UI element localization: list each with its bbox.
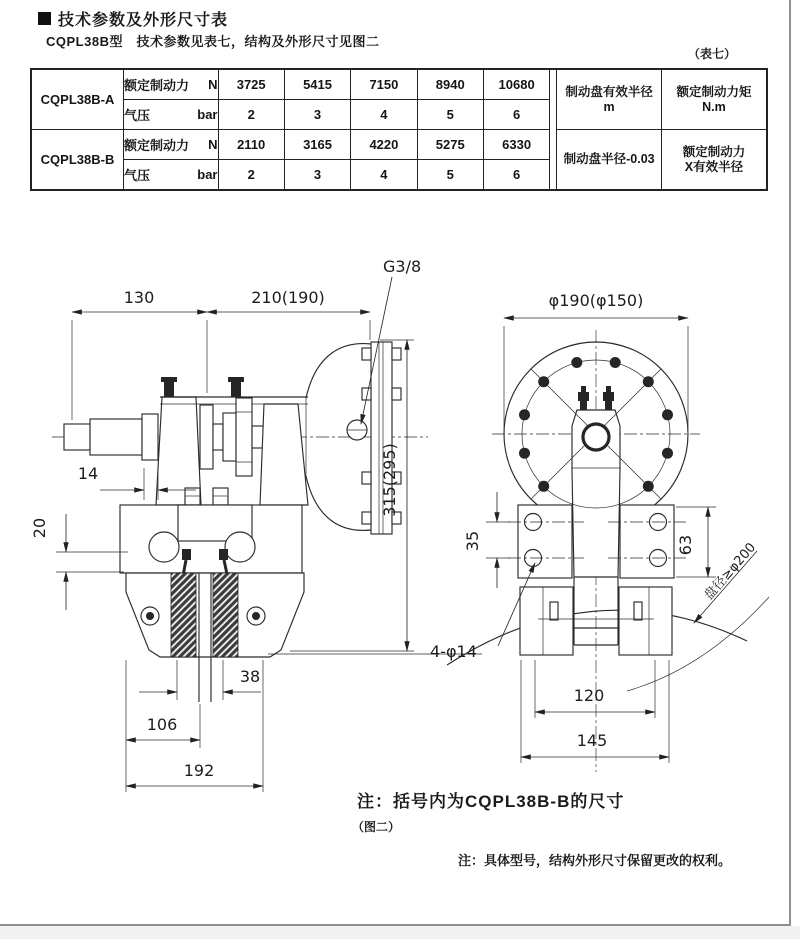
note-bracket-sizes: 注：括号内为CQPL38B-B的尺寸 xyxy=(357,792,625,811)
cell-force-b-4: 6330 xyxy=(483,130,549,160)
brake-pad xyxy=(213,573,238,657)
dim-holes-label: 4-φ14 xyxy=(430,642,477,661)
dim-diameter-label: φ190(φ150) xyxy=(548,291,644,310)
adjuster-right xyxy=(225,532,255,562)
cell-force-label-a: 额定制动力 N xyxy=(124,69,219,100)
cell-force-a-0: 3725 xyxy=(218,69,284,100)
dim-145-label: 145 xyxy=(576,731,608,750)
pad-front-left xyxy=(520,587,573,655)
cell-pressure-b-0: 2 xyxy=(218,160,284,191)
cell-force-a-4: 10680 xyxy=(483,69,549,100)
dim-315-label: 315(295) xyxy=(380,443,399,517)
cell-model-a: CQPL38B-A xyxy=(31,69,124,130)
cell-pressure-a-3: 5 xyxy=(417,100,483,130)
cell-pressure-b-4: 6 xyxy=(483,160,549,191)
dim-14-label: 14 xyxy=(77,464,99,483)
cell-torque-b: 额定制动力 X有效半径 xyxy=(661,130,767,191)
cell-pressure-a-1: 3 xyxy=(284,100,350,130)
cell-force-a-3: 8940 xyxy=(417,69,483,100)
dim-port-label: G3/8 xyxy=(383,257,422,276)
cell-radius-b: 制动盘半径-0.03 xyxy=(557,130,662,191)
brake-pad xyxy=(171,573,196,657)
note-rights-reserved: 注：具体型号，结构外形尺寸保留更改的权利。 xyxy=(458,853,732,868)
cell-force-b-0: 2110 xyxy=(218,130,284,160)
chamber-outline xyxy=(306,344,371,398)
disc-arc xyxy=(447,610,747,665)
page-subtitle: CQPL38B型 技术参数见表七，结构及外形尺寸见图二 xyxy=(46,34,380,49)
side-view-drawing xyxy=(30,257,482,792)
pad-front-right xyxy=(619,587,672,655)
right-support xyxy=(260,404,308,505)
shaft-collar xyxy=(142,414,158,460)
shaft-end xyxy=(64,424,90,450)
cell-radius-a: 制动盘有效半径 m xyxy=(557,69,662,130)
cell-pressure-b-1: 3 xyxy=(284,160,350,191)
dim-38-label: 38 xyxy=(239,667,261,686)
page-outside-strip xyxy=(0,926,800,939)
cell-force-label-b: 额定制动力 N xyxy=(124,130,219,160)
page-edge-right xyxy=(789,0,791,926)
dim-35-label: 35 xyxy=(463,530,482,552)
dim-20-label: 20 xyxy=(30,517,49,539)
dim-130-label: 130 xyxy=(123,288,155,307)
hub-disc xyxy=(200,405,213,469)
figure-number-tag: （图二） xyxy=(352,820,401,834)
top-bolt xyxy=(164,381,174,397)
cell-pressure-b-3: 5 xyxy=(417,160,483,191)
cell-force-a-1: 5415 xyxy=(284,69,350,100)
flange-disc xyxy=(236,398,252,476)
cell-pressure-label-b: 气压 bar xyxy=(124,160,219,191)
mount-plate-right xyxy=(620,505,674,578)
front-view-drawing xyxy=(430,291,769,772)
pivot-hub xyxy=(583,424,609,450)
cell-force-b-2: 4220 xyxy=(351,130,417,160)
table-number-tag: （表七） xyxy=(688,47,737,61)
disc-note-label: 盘径≥φ200 xyxy=(701,540,760,604)
page-title-text: 技术参数及外形尺寸表 xyxy=(58,12,229,29)
cell-pressure-a-4: 6 xyxy=(483,100,549,130)
dim-106-label: 106 xyxy=(146,715,178,734)
shaft xyxy=(90,419,142,455)
cell-pressure-a-0: 2 xyxy=(218,100,284,130)
dim-192-label: 192 xyxy=(183,761,215,780)
dim-63-label: 63 xyxy=(676,534,695,556)
top-bolt xyxy=(231,381,241,397)
dim-120-label: 120 xyxy=(573,686,605,705)
cell-model-b: CQPL38B-B xyxy=(31,130,124,191)
cell-pressure-b-2: 4 xyxy=(351,160,417,191)
cell-pressure-a-2: 4 xyxy=(351,100,417,130)
adjuster-left xyxy=(149,532,179,562)
cell-force-a-2: 7150 xyxy=(351,69,417,100)
cell-pressure-label-a: 气压 bar xyxy=(124,100,219,130)
dim-210-label: 210(190) xyxy=(251,288,325,307)
cell-torque-a: 额定制动力矩 N.m xyxy=(661,69,767,130)
cell-force-b-3: 5275 xyxy=(417,130,483,160)
mount-plate-left xyxy=(518,505,572,578)
cell-force-b-1: 3165 xyxy=(284,130,350,160)
